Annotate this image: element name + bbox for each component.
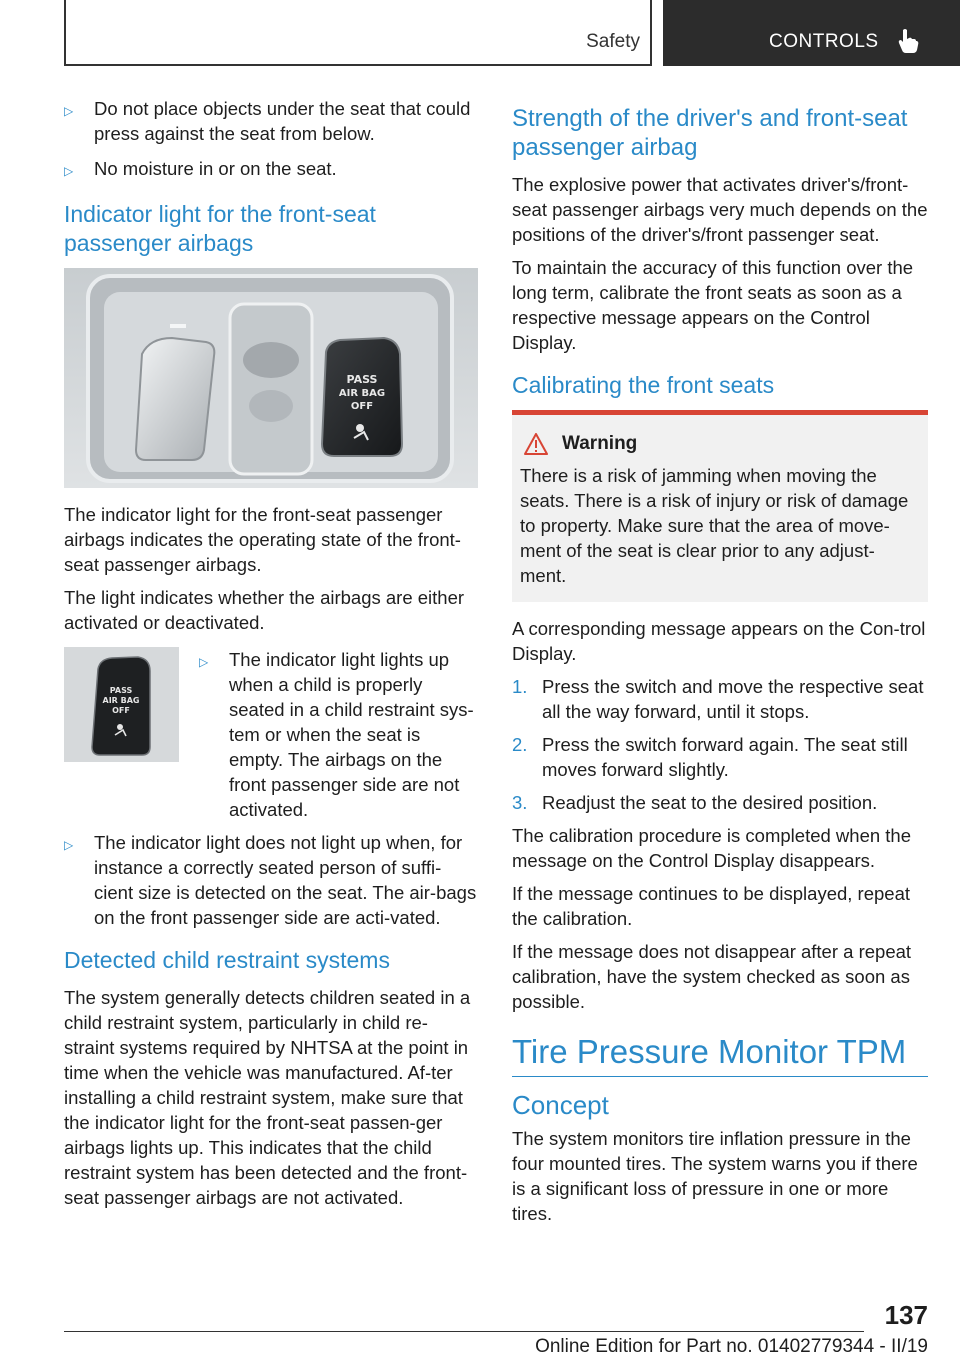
calibration-paragraph-4: If the message does not disappear after a repeat calibration, have the system checked as soon as possible. bbox=[512, 941, 912, 1012]
indicator-paragraph-1: The indicator light for the front-seat passenger airbags indicates the operating state of the front-seat passenger airbags. bbox=[64, 504, 461, 575]
indicator-paragraph-2: The light indicates whether the airbags are either activated or deactivated. bbox=[64, 587, 465, 633]
airbag-indicator-photo bbox=[64, 268, 478, 488]
header-section-label: Safety bbox=[586, 31, 640, 52]
header-chapter-label: CONTROLS bbox=[769, 31, 879, 52]
bullet-triangle-icon: ▷ bbox=[64, 164, 74, 178]
tpm-heading: Tire Pressure Monitor TPM bbox=[512, 1032, 928, 1077]
list-item bbox=[64, 830, 478, 930]
airbag-off-light-photo bbox=[64, 647, 179, 762]
footer-divider bbox=[64, 1331, 864, 1332]
left-column bbox=[64, 96, 478, 1218]
warning-text: There is a risk of jamming when moving the seats. There is a risk of injury or risk of damage to property. Make sure that the area of move-ment of the seat is clear prior to any adjust-ment. bbox=[520, 465, 909, 586]
list-item bbox=[64, 156, 478, 184]
step-text: Press the switch and move the respective seat all the way forward, until it stops. bbox=[542, 676, 924, 722]
thumb-label-line: AIR BAG bbox=[102, 696, 140, 705]
concept-heading: Concept bbox=[512, 1090, 609, 1120]
page-number: 137 bbox=[884, 1300, 928, 1330]
page-header bbox=[0, 0, 960, 66]
thumb-bullet-block bbox=[64, 647, 478, 822]
bullet-triangle-icon: ▷ bbox=[64, 104, 74, 118]
list-item-text: No moisture in or on the seat. bbox=[94, 158, 337, 179]
photo-label-line: OFF bbox=[350, 401, 374, 412]
right-column bbox=[512, 96, 928, 1234]
footer-edition: Online Edition for Part no. 01402779344 - II/19 bbox=[535, 1336, 928, 1357]
step-number: 1. bbox=[512, 676, 528, 697]
hand-pointer-icon bbox=[897, 28, 919, 54]
strength-paragraph-2: To maintain the accuracy of this function over the long term, calibrate the front seats as soon as a respective message appears on the Control Display. bbox=[512, 257, 914, 353]
detected-paragraph: The system generally detects children seated in a child restraint system, particularly in child re-straint systems required by NHTSA at the point in time when the vehicle was manufactured. Af-ter installing a child restraint system, make sure that the indicator light for the front-seat passen-ger airbags lights up. This indicates that the child restraint system has been detected and the front-seat passenger airbags are not activated. bbox=[64, 987, 471, 1208]
list-item bbox=[199, 647, 478, 822]
detected-heading: Detected child restraint systems bbox=[64, 947, 390, 973]
calibration-paragraph-1: A corresponding message appears on the Con-trol Display. bbox=[512, 618, 926, 664]
list-item bbox=[64, 96, 478, 146]
header-section-box bbox=[64, 0, 652, 66]
concept-paragraph: The system monitors tire inflation pressure in the four mounted tires. The system warns you if there is a significant loss of pressure in one or more tires. bbox=[512, 1128, 918, 1224]
list-item-text: The indicator light does not light up when, for instance a correctly seated person of suffi-cient size is detected on the seat. The air-bags on the front passenger side are acti-vated. bbox=[94, 832, 477, 928]
warning-box bbox=[512, 410, 928, 602]
photo-label-line: AIR BAG bbox=[338, 388, 386, 399]
step-text: Readjust the seat to the desired position. bbox=[542, 792, 878, 813]
calibration-heading: Calibrating the front seats bbox=[512, 372, 775, 398]
warning-title-text: Warning bbox=[562, 433, 638, 454]
calibration-paragraph-3: If the message continues to be displayed, repeat the calibration. bbox=[512, 883, 911, 929]
calibration-paragraph-2: The calibration procedure is completed when the message on the Control Display disappears. bbox=[512, 825, 912, 871]
indicator-heading: Indicator light for the front-seat passenger airbags bbox=[64, 201, 376, 256]
list-item-text: The indicator light lights up when a child is properly seated in a child restraint sys-tem or when the seat is empty. The airbags on the front passenger side are not activated. bbox=[229, 649, 474, 820]
step-number: 2. bbox=[512, 734, 528, 755]
step-item bbox=[512, 790, 928, 815]
photo-label-line: PASS bbox=[346, 373, 378, 386]
header-chapter-box bbox=[663, 0, 960, 66]
thumb-label-line: OFF bbox=[112, 706, 130, 715]
warning-triangle-icon bbox=[524, 433, 548, 455]
step-number: 3. bbox=[512, 792, 528, 813]
list-item-text: Do not place objects under the seat that could press against the seat from below. bbox=[94, 98, 471, 144]
step-item bbox=[512, 674, 928, 724]
strength-heading: Strength of the driver's and front-seat passenger airbag bbox=[512, 105, 908, 161]
bullet-triangle-icon: ▷ bbox=[199, 655, 209, 669]
warning-title bbox=[520, 433, 918, 455]
step-item bbox=[512, 732, 928, 782]
bullet-triangle-icon: ▷ bbox=[64, 838, 74, 852]
strength-paragraph-1: The explosive power that activates driver's/front-seat passenger airbags very much depends on the positions of the driver's/front passenger seat. bbox=[512, 174, 928, 245]
step-text: Press the switch forward again. The seat still moves forward slightly. bbox=[542, 734, 908, 780]
thumb-label-line: PASS bbox=[109, 686, 133, 695]
